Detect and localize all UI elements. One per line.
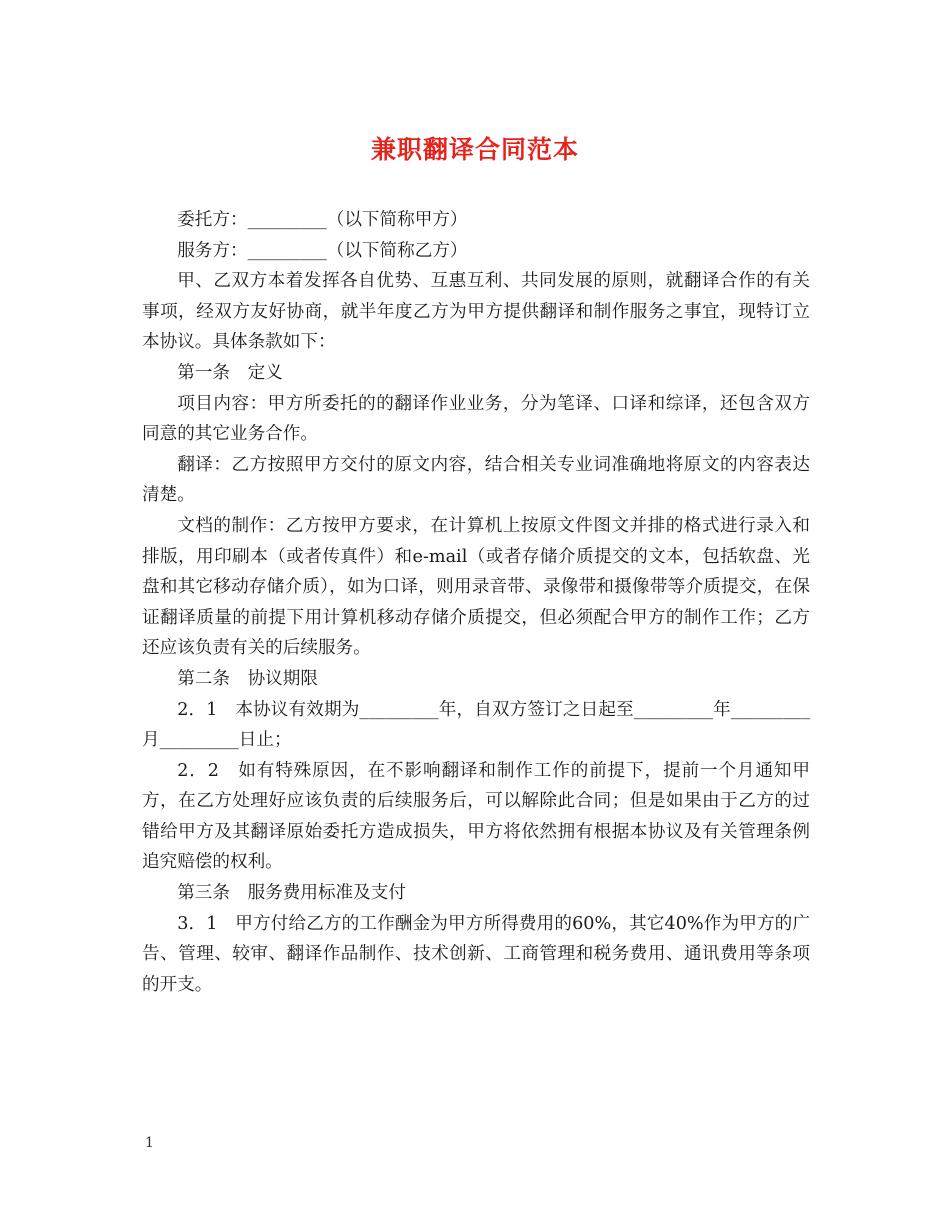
document-title: 兼职翻译合同范本 [370,135,579,164]
clause-3-1: 3．1 甲方付给乙方的工作酬金为甲方所得费用的60%，其它40%作为甲方的广告、管理、较审、翻译作品制作、技术创新、工商管理和税务费用、通讯费用等条项的开支。 [142,913,810,995]
document-body [142,205,810,1000]
clause-client: 委托方：_________（以下简称甲方） [177,210,468,230]
definition-translation: 翻译：乙方按照甲方交付的原文内容，结合相关专业词准确地将原文的内容表达清楚。 [142,454,810,506]
preamble-paragraph: 甲、乙双方本着发挥各自优势、互惠互利、共同发展的原则，就翻译合作的有关事项，经双方友好协商，就半年度乙方为甲方提供翻译和制作服务之事宜，现特订立本协议。具体条款如下： [142,271,810,353]
clause-2-2: 2．2 如有特殊原因，在不影响翻译和制作工作的前提下，提前一个月通知甲方，在乙方处理好应该负责的后续服务后，可以解除此合同；但是如果由于乙方的过错给甲方及其翻译原始委托方造成损失，甲方将依然拥有根据本协议及有关管理条例追究赔偿的权利。 [142,760,810,873]
article-1-heading: 第一条 定义 [177,362,283,383]
clause-provider: 服务方：_________（以下简称乙方） [177,240,468,261]
page-number: 1 [145,1135,154,1151]
clause-2-1: 2．1 本协议有效期为_________年，自双方签订之日起至_________年_________月_________日止； [142,699,810,751]
definition-project-content: 项目内容：甲方所委托的的翻译作业业务，分为笔译、口译和综译，还包含双方同意的其它业务合作。 [142,393,810,445]
definition-document-production: 文档的制作：乙方按甲方要求，在计算机上按原文件图文并排的格式进行录入和排版，用印刷本（或者传真件）和e-mail（或者存储介质提交的文本，包括软盘、光盘和其它移动存储介质），如为口译，则用录音带、录像带和摄像带等介质提交，在保证翻译质量的前提下用计算机移动存储介质提交，但必须配合甲方的制作工作；乙方还应该负责有关的后续服务。 [142,515,810,659]
article-3-heading: 第三条 服务费用标准及支付 [177,883,406,904]
article-2-heading: 第二条 协议期限 [177,668,318,689]
